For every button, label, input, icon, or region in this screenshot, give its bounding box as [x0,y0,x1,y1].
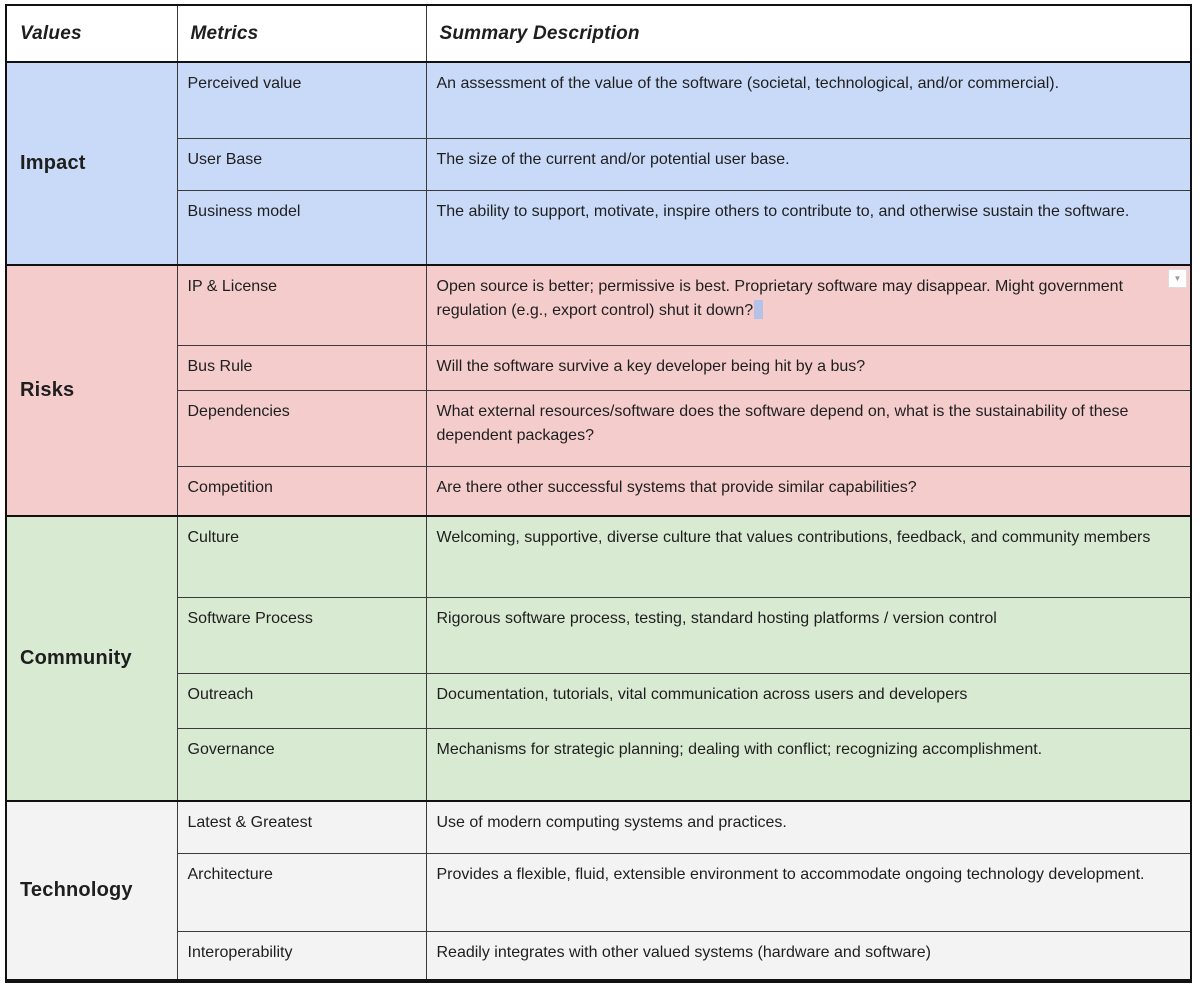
table-row [6,673,1191,728]
table-row [6,516,1191,597]
metric-cell[interactable]: Culture [177,516,426,597]
group-cell-impact[interactable]: Impact [6,62,177,265]
header-row [6,5,1191,62]
metric-cell[interactable]: Dependencies [177,390,426,466]
summary-cell[interactable]: Use of modern computing systems and practices. [426,801,1191,853]
metric-cell[interactable]: Architecture [177,853,426,931]
table-row [6,390,1191,466]
document-table-sheet [5,4,1192,983]
metric-cell[interactable]: Bus Rule [177,345,426,390]
metrics-column-header[interactable]: Metrics [177,5,426,62]
table-row [6,597,1191,673]
metric-cell[interactable]: User Base [177,138,426,190]
metric-cell[interactable]: IP & License [177,265,426,345]
summary-cell[interactable]: What external resources/software does the software depend on, what is the sustainability of these dependent packages? [426,390,1191,466]
table-row [6,345,1191,390]
table-row [6,265,1191,345]
summary-cell[interactable]: Are there other successful systems that provide similar capabilities? [426,466,1191,516]
summary-cell[interactable]: Documentation, tutorials, vital communication across users and developers [426,673,1191,728]
table-row [6,801,1191,853]
summary-cell-ip-license[interactable] [426,265,1191,345]
metric-cell[interactable]: Outreach [177,673,426,728]
summary-column-header[interactable]: Summary Description [426,5,1191,62]
summary-cell[interactable]: The ability to support, motivate, inspire others to contribute to, and otherwise sustain the software. [426,190,1191,265]
values-column-header[interactable]: Values [6,5,177,62]
metric-cell[interactable]: Interoperability [177,931,426,981]
summary-cell[interactable]: The size of the current and/or potential user base. [426,138,1191,190]
table-row [6,62,1191,138]
metric-cell[interactable]: Software Process [177,597,426,673]
summary-text: Open source is better; permissive is best. Proprietary software may disappear. Might government regulation (e.g., export control) shut it down? [436,278,1124,319]
summary-cell[interactable]: Rigorous software process, testing, standard hosting platforms / version control [426,597,1191,673]
summary-cell[interactable]: Welcoming, supportive, diverse culture that values contributions, feedback, and community members [426,516,1191,597]
chevron-down-icon: ▼ [1173,273,1182,283]
metric-cell[interactable]: Business model [177,190,426,265]
text-selection-cursor [754,300,763,319]
metric-cell[interactable]: Competition [177,466,426,516]
table-row [6,466,1191,516]
group-cell-risks[interactable]: Risks [6,265,177,516]
sustainability-matrix-table [5,4,1192,983]
summary-cell[interactable]: An assessment of the value of the software (societal, technological, and/or commercial). [426,62,1191,138]
summary-cell[interactable]: Mechanisms for strategic planning; dealing with conflict; recognizing accomplishment. [426,728,1191,801]
table-row [6,853,1191,931]
group-cell-technology[interactable]: Technology [6,801,177,981]
metric-cell[interactable]: Latest & Greatest [177,801,426,853]
summary-cell[interactable]: Will the software survive a key developer being hit by a bus? [426,345,1191,390]
summary-cell[interactable]: Provides a flexible, fluid, extensible environment to accommodate ongoing technology development. [426,853,1191,931]
group-cell-community[interactable]: Community [6,516,177,801]
cell-dropdown-marker-icon[interactable] [1168,269,1187,288]
metric-cell[interactable]: Governance [177,728,426,801]
summary-cell[interactable]: Readily integrates with other valued systems (hardware and software) [426,931,1191,981]
metric-cell[interactable]: Perceived value [177,62,426,138]
table-row [6,931,1191,981]
table-row [6,728,1191,801]
table-row [6,190,1191,265]
table-row [6,138,1191,190]
